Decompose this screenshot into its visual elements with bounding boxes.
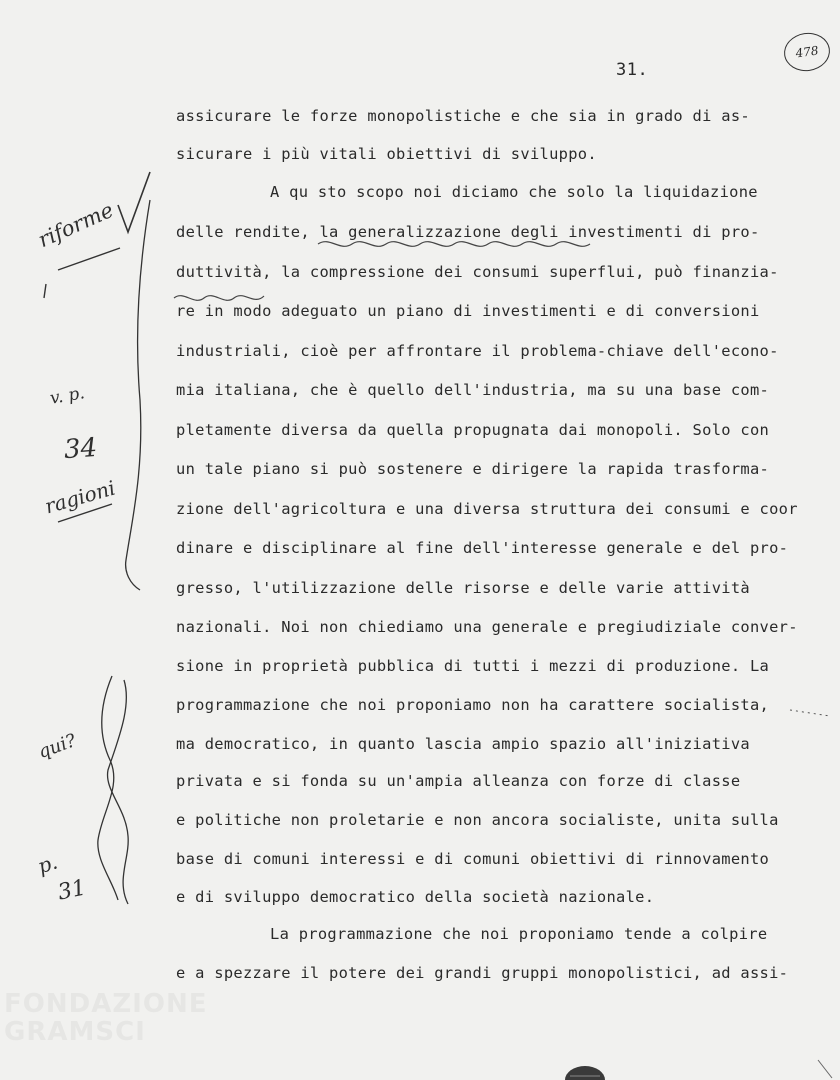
margin-note-31: 31 (55, 875, 89, 906)
text-line: ma democratico, in quanto lascia ampio spazio all'iniziativa (176, 735, 750, 753)
check-mark (118, 172, 150, 232)
text-line: sione in proprietà pubblica di tutti i mezzi di produzione. La (176, 657, 770, 675)
text-line: privata e si fonda su un'ampia alleanza con forze di classe (176, 772, 741, 790)
text-line: e a spezzare il potere dei grandi gruppi monopolistici, ad assi- (176, 964, 789, 982)
margin-zigzag (98, 676, 118, 900)
margin-note-p: p. (34, 849, 61, 879)
archive-number-text: 478 (794, 43, 820, 61)
text-line: A qu sto scopo noi diciamo che solo la liquidazione (270, 183, 758, 201)
text-line: e di sviluppo democratico della società nazionale. (176, 888, 655, 906)
margin-note-34: 34 (62, 432, 99, 466)
text-line: gresso, l'utilizzazione delle risorse e delle varie attività (176, 579, 750, 597)
text-line: un tale piano si può sostenere e dirigere la rapida trasforma- (176, 460, 770, 478)
margin-bracket (126, 200, 150, 590)
ink-dots (790, 710, 830, 716)
text-line: duttività, la compressione dei consumi superflui, può finanzia- (176, 263, 779, 281)
wavy-underline (174, 296, 264, 301)
binding-clip-icon (562, 1062, 608, 1080)
text-line: sicurare i più vitali obiettivi di sviluppo. (176, 145, 597, 163)
text-line: zione dell'agricoltura e una diversa struttura dei consumi e coor (176, 500, 798, 518)
text-line: nazionali. Noi non chiediamo una generale e pregiudiziale conver- (176, 618, 798, 636)
margin-note-ragioni: ragioni (42, 475, 118, 519)
text-line: La programmazione che noi proponiamo tende a colpire (270, 925, 768, 943)
wavy-underline (318, 242, 590, 247)
text-line: e politiche non proletarie e non ancora socialiste, unita sulla (176, 811, 779, 829)
margin-zigzag (108, 680, 129, 904)
underline-stroke (58, 504, 112, 522)
watermark-line: GRAMSCI (4, 1017, 146, 1047)
watermark-line: FONDAZIONE (4, 989, 208, 1019)
underline-stroke (58, 248, 120, 270)
text-line: pletamente diversa da quella propugnata dai monopoli. Solo con (176, 421, 770, 439)
text-line: mia italiana, che è quello dell'industria, ma su una base com- (176, 381, 770, 399)
tick-stroke (44, 284, 46, 298)
text-line: dinare e disciplinare al fine dell'interesse generale e del pro- (176, 539, 789, 557)
page-number: 31. (616, 60, 649, 80)
margin-note-qui: qui? (35, 730, 79, 763)
text-line: base di comuni interessi e di comuni obiettivi di rinnovamento (176, 850, 770, 868)
text-line: delle rendite, la generalizzazione degli investimenti di pro- (176, 223, 760, 241)
corner-mark (818, 1060, 832, 1078)
archive-watermark (4, 990, 207, 1046)
margin-note-riforme: riforme (34, 197, 118, 253)
text-line: programmazione che noi proponiamo non ha carattere socialista, (176, 696, 770, 714)
text-line: industriali, cioè per affrontare il problema-chiave dell'econo- (176, 342, 779, 360)
margin-note-vp: v. p. (48, 383, 87, 409)
text-line: re in modo adeguato un piano di investimenti e di conversioni (176, 302, 760, 320)
text-line: assicurare le forze monopolistiche e che sia in grado di as- (176, 107, 750, 125)
